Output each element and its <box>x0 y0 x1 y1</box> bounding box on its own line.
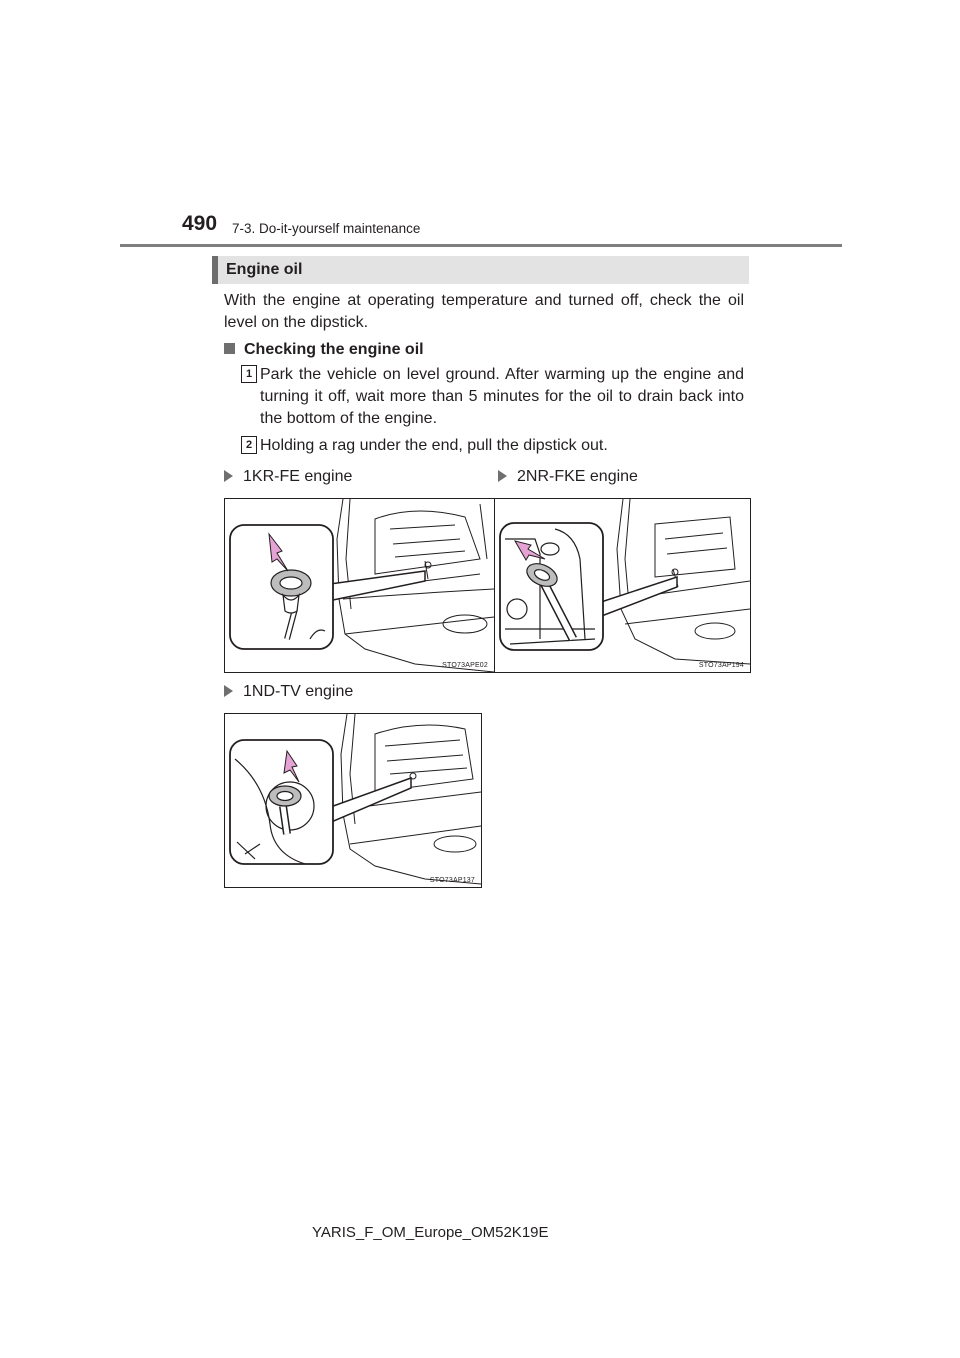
footer-document-id: YARIS_F_OM_Europe_OM52K19E <box>312 1224 549 1241</box>
figure-code: STO73AP137 <box>429 877 475 884</box>
figure-2nr-engine <box>494 498 751 673</box>
triangle-bullet-icon <box>498 470 507 482</box>
intro-paragraph: With the engine at operating temperature and turned off, check the oil level on the dipstick. <box>224 292 744 331</box>
triangle-bullet-icon <box>224 685 233 697</box>
engine-illustration-1nd <box>225 714 481 887</box>
section-accent <box>212 256 218 284</box>
caption-text: 1ND-TV engine <box>243 683 354 700</box>
figure-1nd-engine <box>224 713 482 888</box>
step-number-1: 1 <box>241 365 257 383</box>
square-bullet-icon <box>224 343 235 354</box>
page-number: 490 <box>182 212 218 235</box>
figure-caption-1nd <box>224 681 353 703</box>
step-text-2: Holding a rag under the end, pull the dipstick out. <box>260 437 608 454</box>
step-text-1: Park the vehicle on level ground. After warming up the engine and turning it off, wait more than 5 minutes for the oil to drain back into the bottom of the engine. <box>260 366 744 427</box>
triangle-bullet-icon <box>224 470 233 482</box>
figure-caption-1kr <box>224 466 352 488</box>
step-number-2: 2 <box>241 436 257 454</box>
figure-code: STO73AP194 <box>698 662 744 669</box>
subheading <box>224 339 424 361</box>
chapter-title: 7-3. Do-it-yourself maintenance <box>232 221 421 236</box>
header-rule <box>120 244 842 247</box>
section-heading-bar <box>212 256 749 284</box>
figure-1kr-engine <box>224 498 495 673</box>
figure-caption-2nr <box>498 466 638 488</box>
engine-illustration-1kr <box>225 499 494 672</box>
figure-code: STO73APE02 <box>442 662 488 669</box>
caption-text: 1KR-FE engine <box>243 468 353 485</box>
engine-illustration-2nr <box>495 499 750 672</box>
subheading-text: Checking the engine oil <box>244 341 424 358</box>
section-title: Engine oil <box>226 261 303 278</box>
caption-text: 2NR-FKE engine <box>517 468 638 485</box>
